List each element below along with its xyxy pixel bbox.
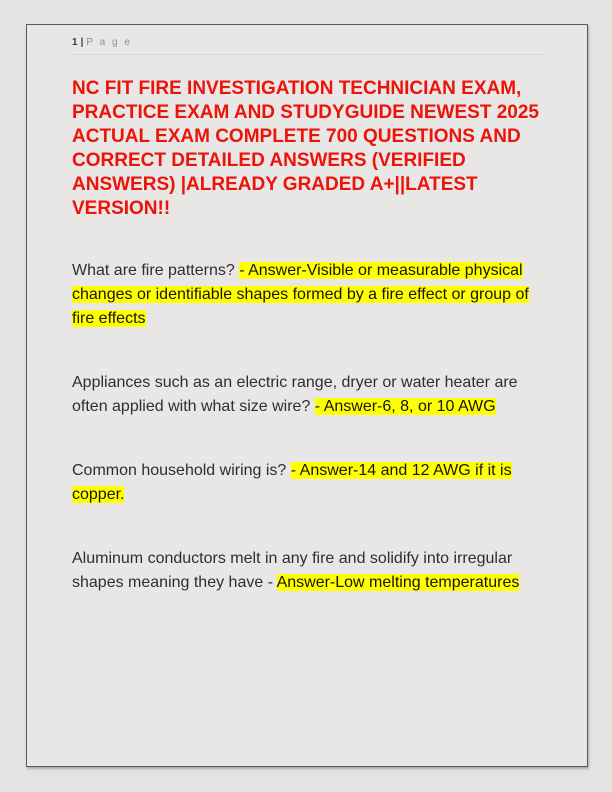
answer-highlight: - Answer-Visible or measurable physical changes or identifiable shapes formed by a fire effect or group of fire effects — [72, 262, 529, 327]
qa-paragraph — [72, 459, 544, 507]
answer-highlight: - Answer-14 and 12 AWG if it is copper. — [72, 462, 512, 503]
title-line: CORRECT DETAILED ANSWERS (VERIFIED — [72, 150, 466, 171]
qa-paragraph — [72, 547, 544, 595]
title-line: PRACTICE EXAM AND STUDYGUIDE NEWEST 2025 — [72, 102, 539, 123]
page-content — [72, 37, 544, 595]
page-label: P a g e — [86, 37, 132, 48]
answer-highlight: Answer-Low melting temperatures — [276, 574, 520, 591]
header-separator: | — [80, 37, 84, 48]
qa-paragraph — [72, 259, 544, 331]
question-text: What are fire patterns? — [72, 262, 240, 279]
title-line: VERSION!! — [72, 198, 171, 219]
document-page — [26, 24, 588, 767]
qa-paragraph — [72, 371, 544, 419]
title-line: ACTUAL EXAM COMPLETE 700 QUESTIONS AND — [72, 126, 521, 147]
title-line: NC FIT FIRE INVESTIGATION TECHNICIAN EXAM, — [72, 78, 522, 99]
document-title — [72, 77, 544, 221]
page-number: 1 — [72, 37, 78, 48]
question-text: Common household wiring is? — [72, 462, 291, 479]
answer-highlight: - Answer-6, 8, or 10 AWG — [314, 398, 496, 415]
question-text: Aluminum conductors melt in any fire and solidify into irregular shapes meaning they have - — [72, 550, 513, 591]
title-line: ANSWERS) |ALREADY GRADED A+||LATEST — [72, 174, 478, 195]
page-header — [72, 37, 544, 55]
question-text: Appliances such as an electric range, dryer or water heater are often applied with what size wire? — [72, 374, 518, 415]
